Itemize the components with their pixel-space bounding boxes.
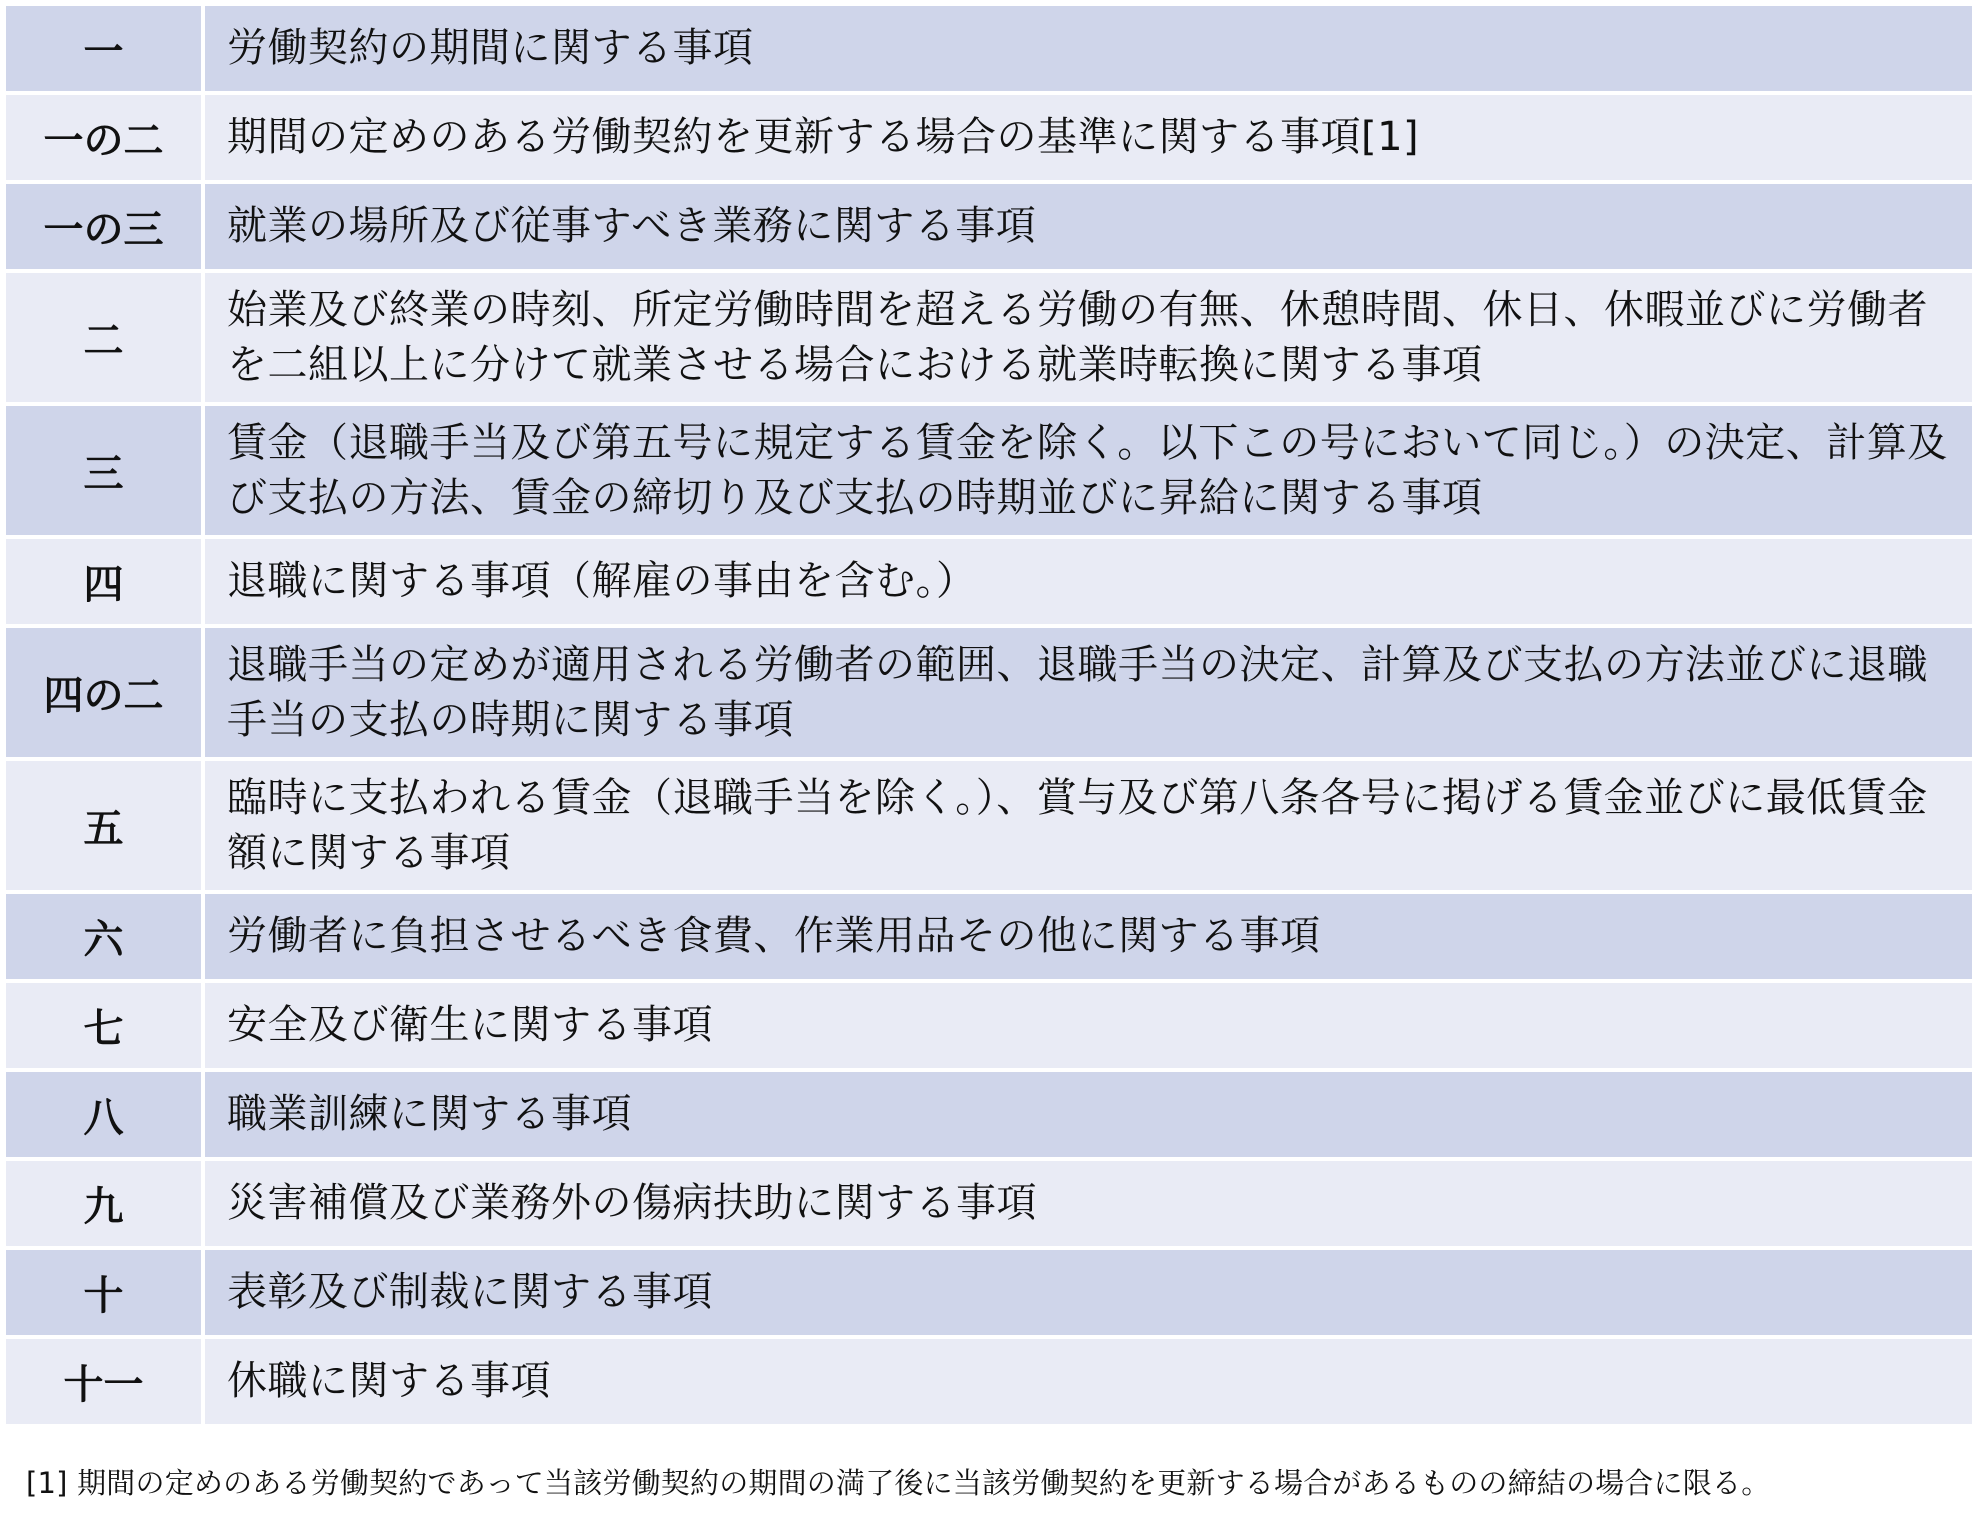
- table-row: [6, 271, 1972, 404]
- table-row: [6, 182, 1972, 271]
- item-text: 退職手当の定めが適用される労働者の範囲、退職手当の決定、計算及び支払の方法並びに退職手当の支払の時期に関する事項: [203, 626, 1972, 759]
- item-text: 臨時に支払われる賃金（退職手当を除く。）、賞与及び第八条各号に掲げる賃金並びに最低賃金額に関する事項: [203, 759, 1972, 892]
- table-row: [6, 404, 1972, 537]
- item-text: 賃金（退職手当及び第五号に規定する賃金を除く。以下この号において同じ。）の決定、計算及び支払の方法、賃金の締切り及び支払の時期並びに昇給に関する事項: [203, 404, 1972, 537]
- table-row: [6, 892, 1972, 981]
- table-row: [6, 537, 1972, 626]
- item-text: 退職に関する事項（解雇の事由を含む。）: [203, 537, 1972, 626]
- item-text: 始業及び終業の時刻、所定労働時間を超える労働の有無、休憩時間、休日、休暇並びに労働者を二組以上に分けて就業させる場合における就業時転換に関する事項: [203, 271, 1972, 404]
- item-text: 労働者に負担させるべき食費、作業用品その他に関する事項: [203, 892, 1972, 981]
- footnote: [1] 期間の定めのある労働契約であって当該労働契約の期間の満了後に当該労働契約を更新する場合があるものの締結の場合に限る。: [26, 1466, 1771, 1500]
- item-text: 表彰及び制裁に関する事項: [203, 1248, 1972, 1337]
- table-row: [6, 981, 1972, 1070]
- item-text: 就業の場所及び従事すべき業務に関する事項: [203, 182, 1972, 271]
- matters-table-body: [6, 6, 1972, 1426]
- item-number: 五: [6, 759, 203, 892]
- table-row: [6, 1070, 1972, 1159]
- item-number: 一の三: [6, 182, 203, 271]
- table-row: [6, 1337, 1972, 1426]
- item-number: 十一: [6, 1337, 203, 1426]
- table-row: [6, 626, 1972, 759]
- matters-table: [6, 6, 1972, 1428]
- item-text: 職業訓練に関する事項: [203, 1070, 1972, 1159]
- item-text: 災害補償及び業務外の傷病扶助に関する事項: [203, 1159, 1972, 1248]
- table-row: [6, 93, 1972, 182]
- item-number: 一の二: [6, 93, 203, 182]
- table-row: [6, 1159, 1972, 1248]
- item-text: 休職に関する事項: [203, 1337, 1972, 1426]
- item-number: 七: [6, 981, 203, 1070]
- item-number: 九: [6, 1159, 203, 1248]
- table-row: [6, 6, 1972, 93]
- item-number: 十: [6, 1248, 203, 1337]
- item-number: 六: [6, 892, 203, 981]
- item-number: 二: [6, 271, 203, 404]
- item-number: 四: [6, 537, 203, 626]
- item-text: 期間の定めのある労働契約を更新する場合の基準に関する事項[1]: [203, 93, 1972, 182]
- table-row: [6, 1248, 1972, 1337]
- table-row: [6, 759, 1972, 892]
- item-number: 一: [6, 6, 203, 93]
- item-number: 三: [6, 404, 203, 537]
- item-text: 安全及び衛生に関する事項: [203, 981, 1972, 1070]
- item-number: 四の二: [6, 626, 203, 759]
- item-text: 労働契約の期間に関する事項: [203, 6, 1972, 93]
- item-number: 八: [6, 1070, 203, 1159]
